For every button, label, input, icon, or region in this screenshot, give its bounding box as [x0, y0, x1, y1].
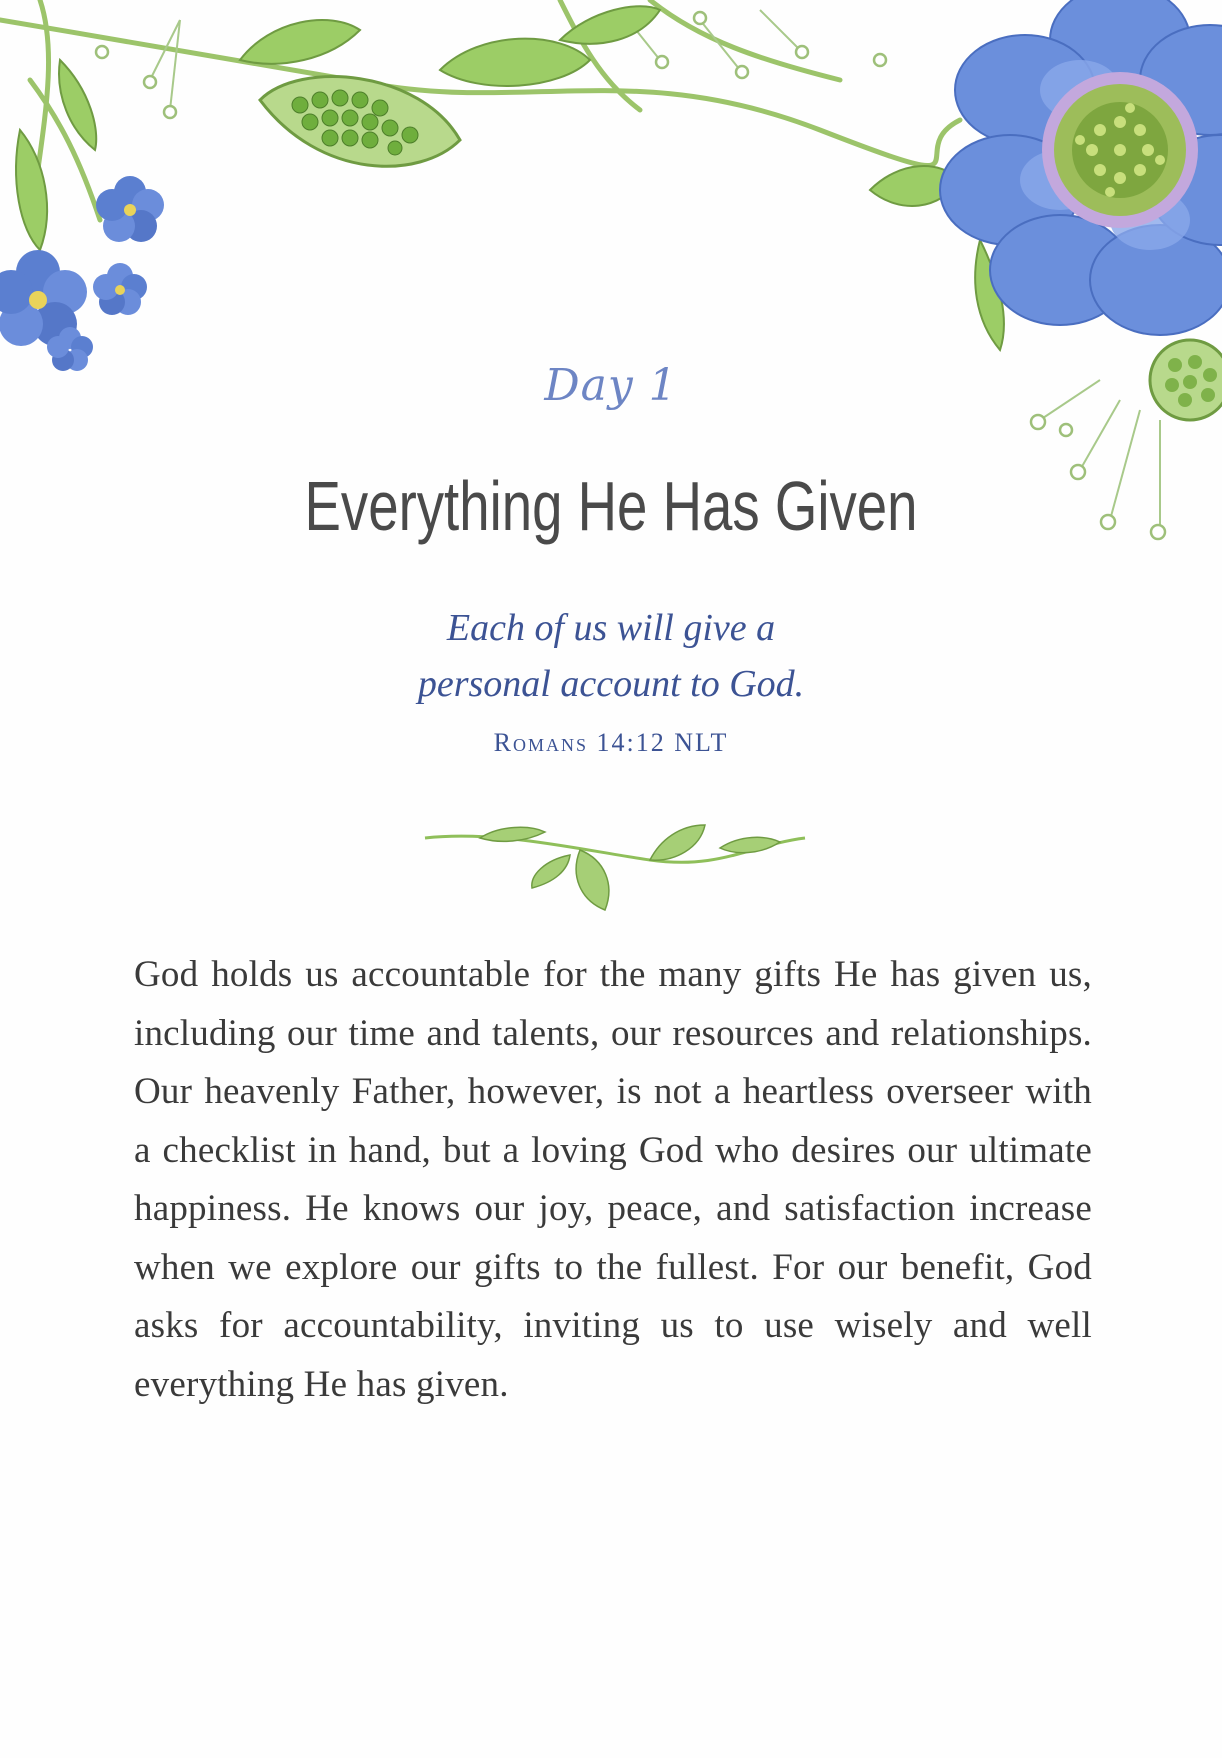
- seed-pod: [260, 77, 460, 167]
- anemone-flower: [940, 0, 1222, 335]
- leaves: [16, 6, 1004, 350]
- scripture-reference: Romans 14:12 NLT: [493, 728, 729, 757]
- verse-line-1: Each of us will give a: [446, 607, 776, 649]
- leaf-sprig-divider: [420, 820, 810, 920]
- forget-me-not-flowers: [0, 176, 164, 371]
- baby-breath-sprigs: [150, 10, 1160, 530]
- page-title: Everything He Has Given: [304, 467, 918, 545]
- vine-stems: [0, 0, 960, 230]
- verse-line-2: personal account to God.: [417, 663, 805, 705]
- devotional-body-text: God holds us accountable for the many gifts He has given us, including our time and talents, our resources and relationships. Our heavenly Father, however, is not a heartless overseer with a checklist in hand, but a loving God who desires our ultimate happiness. He knows our joy, peace, and satisfaction increase when we explore our gifts to the fullest. For our benefit, God asks for accountability, inviting us to use wisely and well everything He has given.: [134, 954, 1092, 1405]
- baby-breath-buds: [96, 12, 1165, 539]
- scripture-verse: [0, 600, 1222, 712]
- day-label: Day 1: [544, 360, 678, 411]
